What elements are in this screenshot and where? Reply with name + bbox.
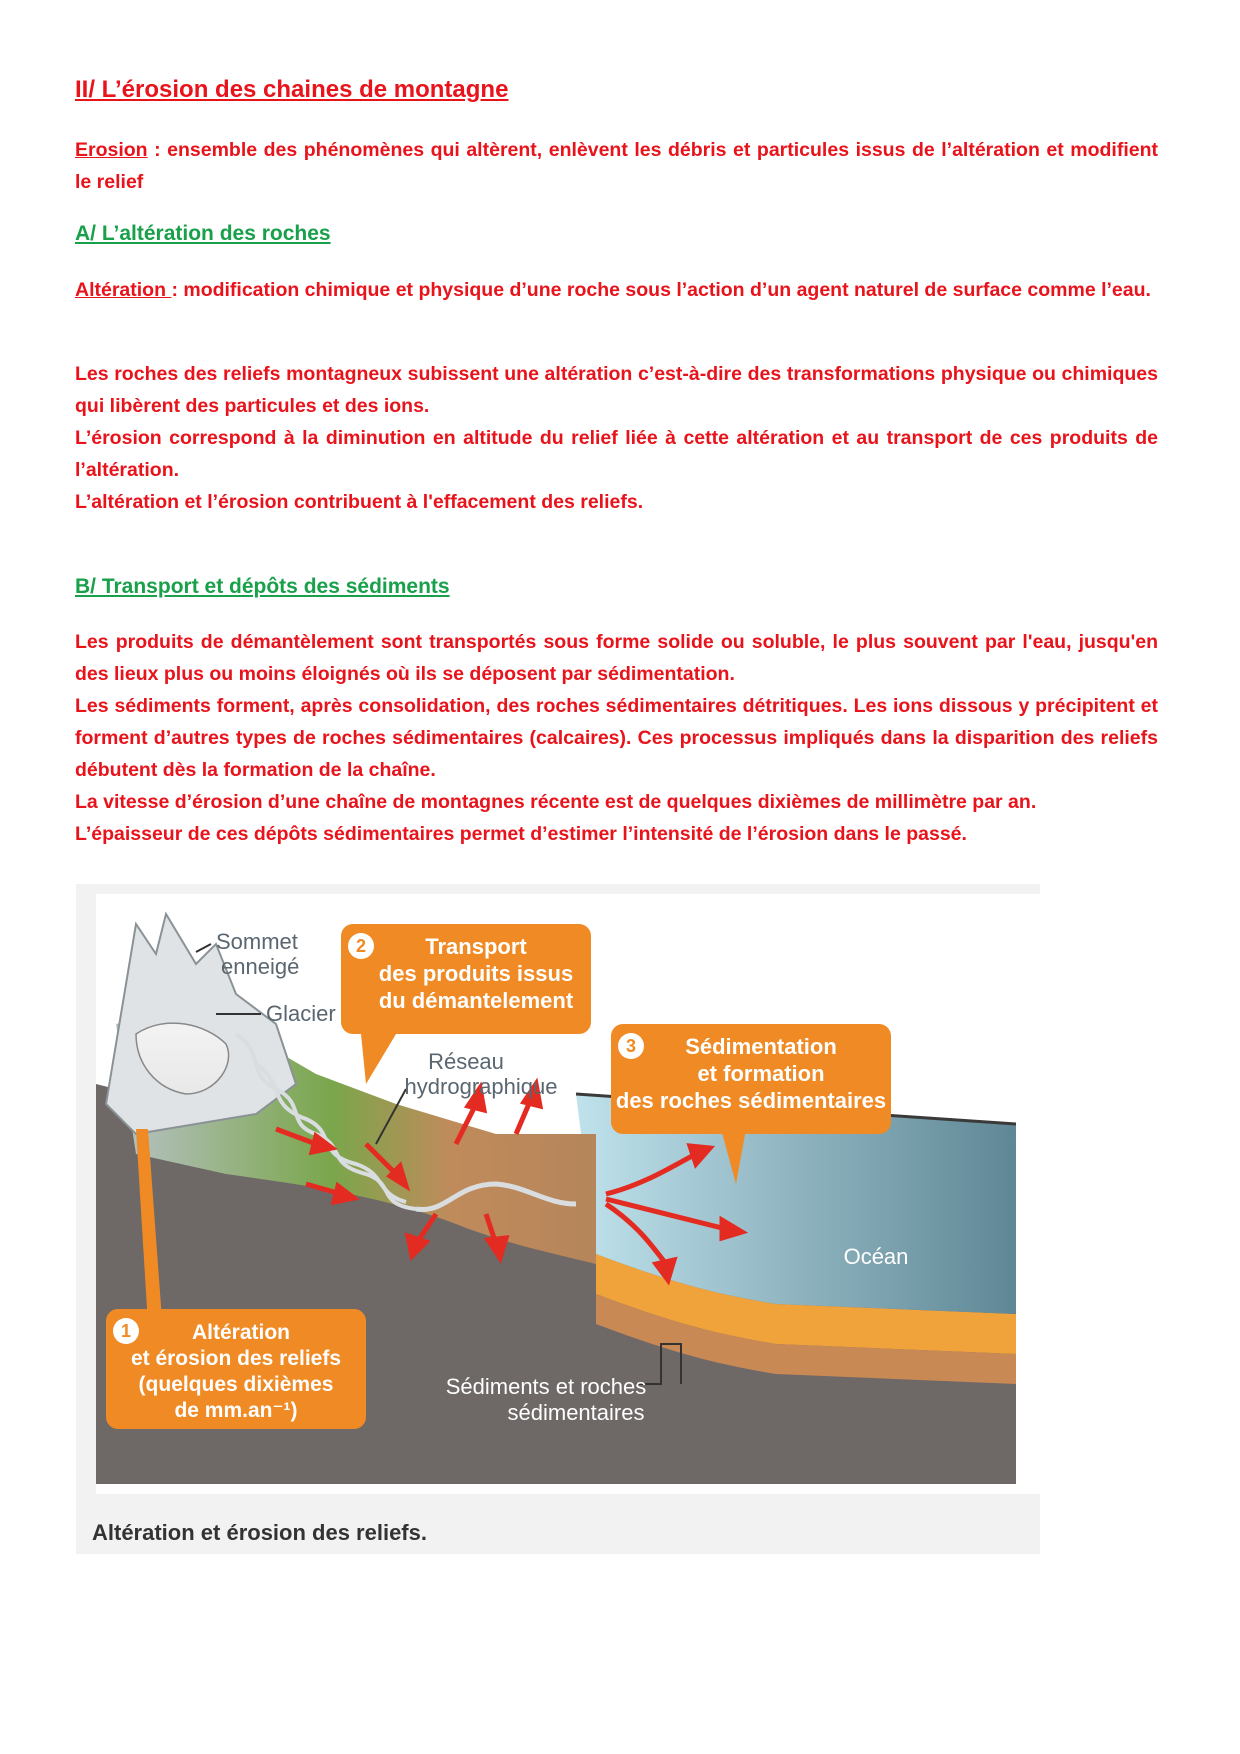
- section-b-heading: B/ Transport et dépôts des sédiments: [75, 575, 450, 598]
- erosion-definition-text: : ensemble des phénomènes qui altèrent, enlèvent les débris et particules issus de l’altération et modifient le relief: [75, 139, 1158, 193]
- callout-1-number: 1: [120, 1321, 132, 1341]
- page-title: II/ L’érosion des chaines de montagne: [75, 76, 509, 103]
- erosion-diagram: [76, 884, 1040, 1554]
- callout-1-line-2: et érosion des reliefs: [130, 1347, 342, 1370]
- label-summit-2: enneigé: [221, 954, 300, 979]
- section-b-paragraph-4: L’épaisseur de ces dépôts sédimentaires permet d’estimer l’intensité de l’érosion dans le passé.: [75, 823, 967, 845]
- alteration-definition-text: : modification chimique et physique d’une roche sous l’action d’un agent naturel de surface comme l’eau.: [171, 279, 1151, 301]
- label-summit-1: Sommet: [216, 929, 298, 954]
- label-network-1: Réseau: [428, 1049, 504, 1074]
- callout-1-line-3: (quelques dixièmes: [138, 1373, 334, 1396]
- label-network-2: hydrographique: [404, 1074, 558, 1099]
- section-a-paragraph-1: Les roches des reliefs montagneux subissent une altération c’est-à-dire des transformations physique ou chimiques qui libèrent des particules et des ions.: [75, 363, 1158, 417]
- callout-3-line-1: Sédimentation: [685, 1034, 837, 1059]
- alteration-definition: [75, 274, 1158, 306]
- figure-caption: Altération et érosion des reliefs.: [92, 1520, 427, 1545]
- callout-3-line-3: des roches sédimentaires: [615, 1088, 887, 1113]
- callout-3-number: 3: [625, 1036, 637, 1056]
- section-a-heading: A/ L’altération des roches: [75, 222, 331, 245]
- callout-1-line-4: de mm.an⁻¹): [174, 1399, 298, 1422]
- label-ocean: Océan: [843, 1244, 909, 1269]
- section-a-paragraph-2: L’érosion correspond à la diminution en altitude du relief liée à cette altération et au transport de ces produits de l’altération.: [75, 427, 1158, 481]
- callout-2-line-2: des produits issus: [378, 961, 574, 986]
- section-b-paragraph-2: Les sédiments forment, après consolidation, des roches sédimentaires détritiques. Les ions dissous y précipitent et forment d’autres types de roches sédimentaires (calcaires). Ces processus impliqués dans la disparition des reliefs débutent dès la formation de la chaîne.: [75, 695, 1158, 781]
- callout-2-number: 2: [355, 936, 367, 956]
- alteration-term: Altération: [75, 279, 172, 301]
- callout-3-line-2: et formation: [697, 1061, 825, 1086]
- erosion-term: Erosion: [75, 139, 148, 161]
- section-b-paragraph-1: Les produits de démantèlement sont transportés sous forme solide ou soluble, le plus souvent par l'eau, jusqu'en des lieux plus ou moins éloignés où ils se déposent par sédimentation.: [75, 631, 1158, 685]
- erosion-definition: [75, 134, 1158, 198]
- callout-2-line-3: du démantelement: [378, 988, 574, 1013]
- callout-1-line-1: Altération: [191, 1321, 291, 1344]
- label-glacier: Glacier: [266, 1001, 336, 1026]
- label-sediments-1: Sédiments et roches: [445, 1374, 647, 1399]
- section-a-paragraph-3: L’altération et l’érosion contribuent à l'effacement des reliefs.: [75, 491, 644, 513]
- section-b-paragraph-3: La vitesse d’érosion d’une chaîne de montagnes récente est de quelques dixièmes de millimètre par an.: [75, 791, 1037, 813]
- callout-2-line-1: Transport: [425, 934, 527, 959]
- label-sediments-2: sédimentaires: [507, 1400, 645, 1425]
